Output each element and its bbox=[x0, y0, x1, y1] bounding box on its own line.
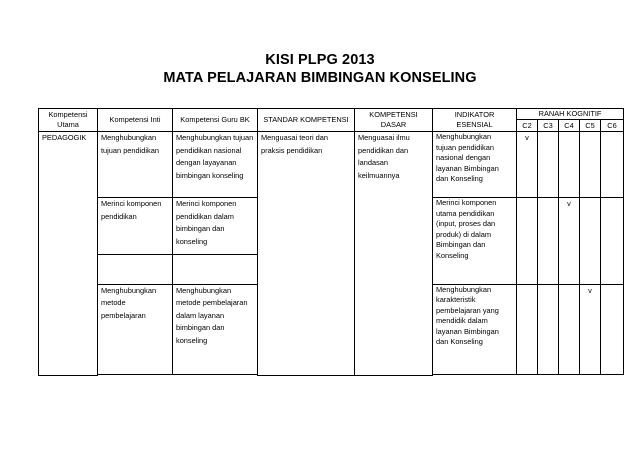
cell-mark-c3 bbox=[538, 132, 559, 198]
header-kompetensi-dasar: KOMPETENSI DASAR bbox=[355, 109, 433, 132]
cell-kompetensi-inti: Merinci komponen pendidikan bbox=[98, 198, 173, 254]
header-ranah-kognitif: RANAH KOGNITIF bbox=[517, 109, 624, 120]
cell-kompetensi-guru-bk: Menghubungkan tujuan pendidikan nasional dengan layayanan bimbingan konseling bbox=[173, 132, 258, 198]
cell-standar-kompetensi: Menguasai teori dan praksis pendidikan bbox=[258, 132, 355, 376]
cell-kompetensi-guru-bk: Menghubungkan metode pembelajaran dalam layanan bimbingan dan konseling bbox=[173, 284, 258, 375]
header-level-c6: C6 bbox=[601, 120, 624, 132]
cell-mark-c6 bbox=[601, 198, 624, 284]
header-kompetensi-inti: Kompetensi Inti bbox=[98, 109, 173, 132]
header-kompetensi-guru-bk: Kompetensi Guru BK bbox=[173, 109, 258, 132]
header-level-c5: C5 bbox=[580, 120, 601, 132]
cell-kompetensi-inti: Menghubungkan metode pembelajaran bbox=[98, 284, 173, 375]
cell-mark-c2: v bbox=[517, 132, 538, 198]
header-indikator-esensial: INDIKATOR ESENSIAL bbox=[433, 109, 517, 132]
cell-mark-c2 bbox=[517, 284, 538, 375]
cell-indikator: Menghubungkan karakteristik pembelajaran yang mendidik dalam layanan Bimbingan dan Konseling bbox=[433, 284, 517, 375]
cell-mark-c5 bbox=[580, 198, 601, 284]
header-standar-kompetensi: STANDAR KOMPETENSI bbox=[258, 109, 355, 132]
cell-mark-c6 bbox=[601, 284, 624, 375]
header-level-c2: C2 bbox=[517, 120, 538, 132]
document-subtitle: MATA PELAJARAN BIMBINGAN KONSELING bbox=[163, 70, 477, 86]
empty-cell bbox=[98, 254, 173, 284]
cell-kompetensi-inti: Menghubungkan tujuan pendidikan bbox=[98, 132, 173, 198]
cell-mark-c3 bbox=[538, 284, 559, 375]
cell-indikator: Merinci komponen utama pendidikan (input, proses dan produk) di dalam Bimbingan dan Konseling bbox=[433, 198, 517, 284]
cell-indikator: Menghubungkan tujuan pendidikan nasional dengan layanan Bimbingan dan Konseling bbox=[433, 132, 517, 198]
empty-cell bbox=[433, 375, 624, 376]
cell-mark-c2 bbox=[517, 198, 538, 284]
document-title: KISI PLPG 2013 bbox=[265, 52, 375, 68]
empty-cell bbox=[173, 254, 258, 284]
kisi-table bbox=[38, 108, 624, 376]
cell-mark-c6 bbox=[601, 132, 624, 198]
cell-mark-c5: v bbox=[580, 284, 601, 375]
cell-mark-c4 bbox=[559, 284, 580, 375]
header-level-c3: C3 bbox=[538, 120, 559, 132]
cell-mark-c3 bbox=[538, 198, 559, 284]
cell-kompetensi-dasar: Menguasai ilmu pendidikan dan landasan keilmuannya bbox=[355, 132, 433, 376]
header-level-c4: C4 bbox=[559, 120, 580, 132]
cell-kompetensi-utama: PEDAGOGIK bbox=[39, 132, 98, 376]
cell-mark-c4 bbox=[559, 132, 580, 198]
empty-cell bbox=[98, 375, 258, 376]
header-kompetensi-utama: Kompetensi Utama bbox=[39, 109, 98, 132]
cell-kompetensi-guru-bk: Merinci komponen pendidikan dalam bimbingan dan konseling bbox=[173, 198, 258, 254]
cell-mark-c4: v bbox=[559, 198, 580, 284]
table-row bbox=[39, 132, 624, 198]
cell-mark-c5 bbox=[580, 132, 601, 198]
